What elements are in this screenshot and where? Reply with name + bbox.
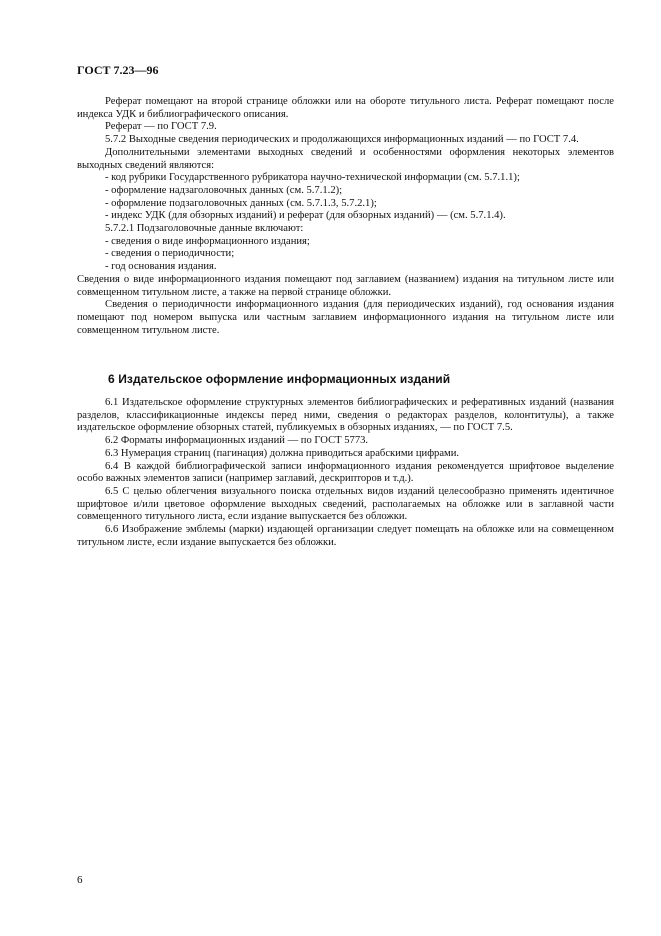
paragraph: 6.2 Форматы информационных изданий — по ГОСТ 5773. (105, 435, 369, 447)
page-number: 6 (77, 874, 83, 886)
list-item: - сведения о периодичности; (105, 248, 235, 260)
paragraph: Сведения о виде информационного издания помещают под заглавием (названием) издания на титульном листе или совмещенном титульном листе, а также на первой странице обложки. (77, 273, 614, 298)
paragraph: Дополнительными элементами выходных сведений и особенностями оформления некоторых элементов выходных сведений являются: (77, 146, 614, 171)
list-item: - индекс УДК (для обзорных изданий) и реферат (для обзорных изданий) — (см. 5.7.1.4). (105, 210, 506, 222)
section-6-block (77, 397, 614, 549)
list-item: - оформление надзаголовочных данных (см. 5.7.1.2); (105, 184, 343, 196)
list-item: - сведения о виде информационного издания; (105, 235, 310, 247)
paragraph: Реферат — по ГОСТ 7.9. (105, 121, 217, 133)
list-item: - код рубрики Государственного рубрикатора научно-технической информации (см. 5.7.1.1); (105, 172, 520, 184)
paragraph: Сведения о периодичности информационного издания (для периодических изданий), год основания издания помещают под номером выпуска или частным заглавием информационного издания на титульном листе или совмещенном титульном листе. (77, 299, 614, 336)
list-item: - оформление подзаголовочных данных (см. 5.7.1.3, 5.7.2.1); (105, 197, 377, 209)
section-title: 6 Издательское оформление информационных изданий (108, 372, 451, 386)
paragraph: 5.7.2 Выходные сведения периодических и продолжающихся информационных изданий — по ГОСТ 7.4. (105, 134, 579, 146)
paragraph: 6.6 Изображение эмблемы (марки) издающей организации следует помещать на обложке или на совмещенном титульном листе, если издание выпускается без обложки. (77, 524, 614, 548)
paragraph: 6.1 Издательское оформление структурных элементов библиографических и реферативных изданий (названия разделов, классификационные индексы перед ними, сведения о редакторах разделов, колонтитулы), а также издательское оформление обзорных статей, публикуемых в обзорных изданиях, — по ГОСТ 7.5. (77, 397, 614, 434)
paragraph: 6.3 Нумерация страниц (пагинация) должна приводиться арабскими цифрами. (105, 447, 460, 459)
paragraph: Реферат помещают на второй странице обложки или на обороте титульного листа. Реферат помещают после индекса УДК и библиографического описания. (77, 96, 614, 120)
section-5-block (77, 96, 614, 337)
paragraph: 6.4 В каждой библиографической записи информационного издания рекомендуется шрифтовое выделение особо важных элементов записи (например заглавий, дескрипторов и т.д.). (77, 460, 614, 485)
list-item: - год основания издания. (105, 261, 217, 273)
document-header: ГОСТ 7.23—96 (77, 63, 159, 77)
subsection-heading: 5.7.2.1 Подзаголовочные данные включают: (105, 223, 304, 235)
paragraph: 6.5 С целью облегчения визуального поиска отдельных видов изданий целесообразно применять идентичное шрифтовое и/или цветовое оформление выходных сведений, располагаемых на обложке или в заглавной части совмещенного титульного листа, если издание выпускается без обложки. (77, 485, 614, 523)
